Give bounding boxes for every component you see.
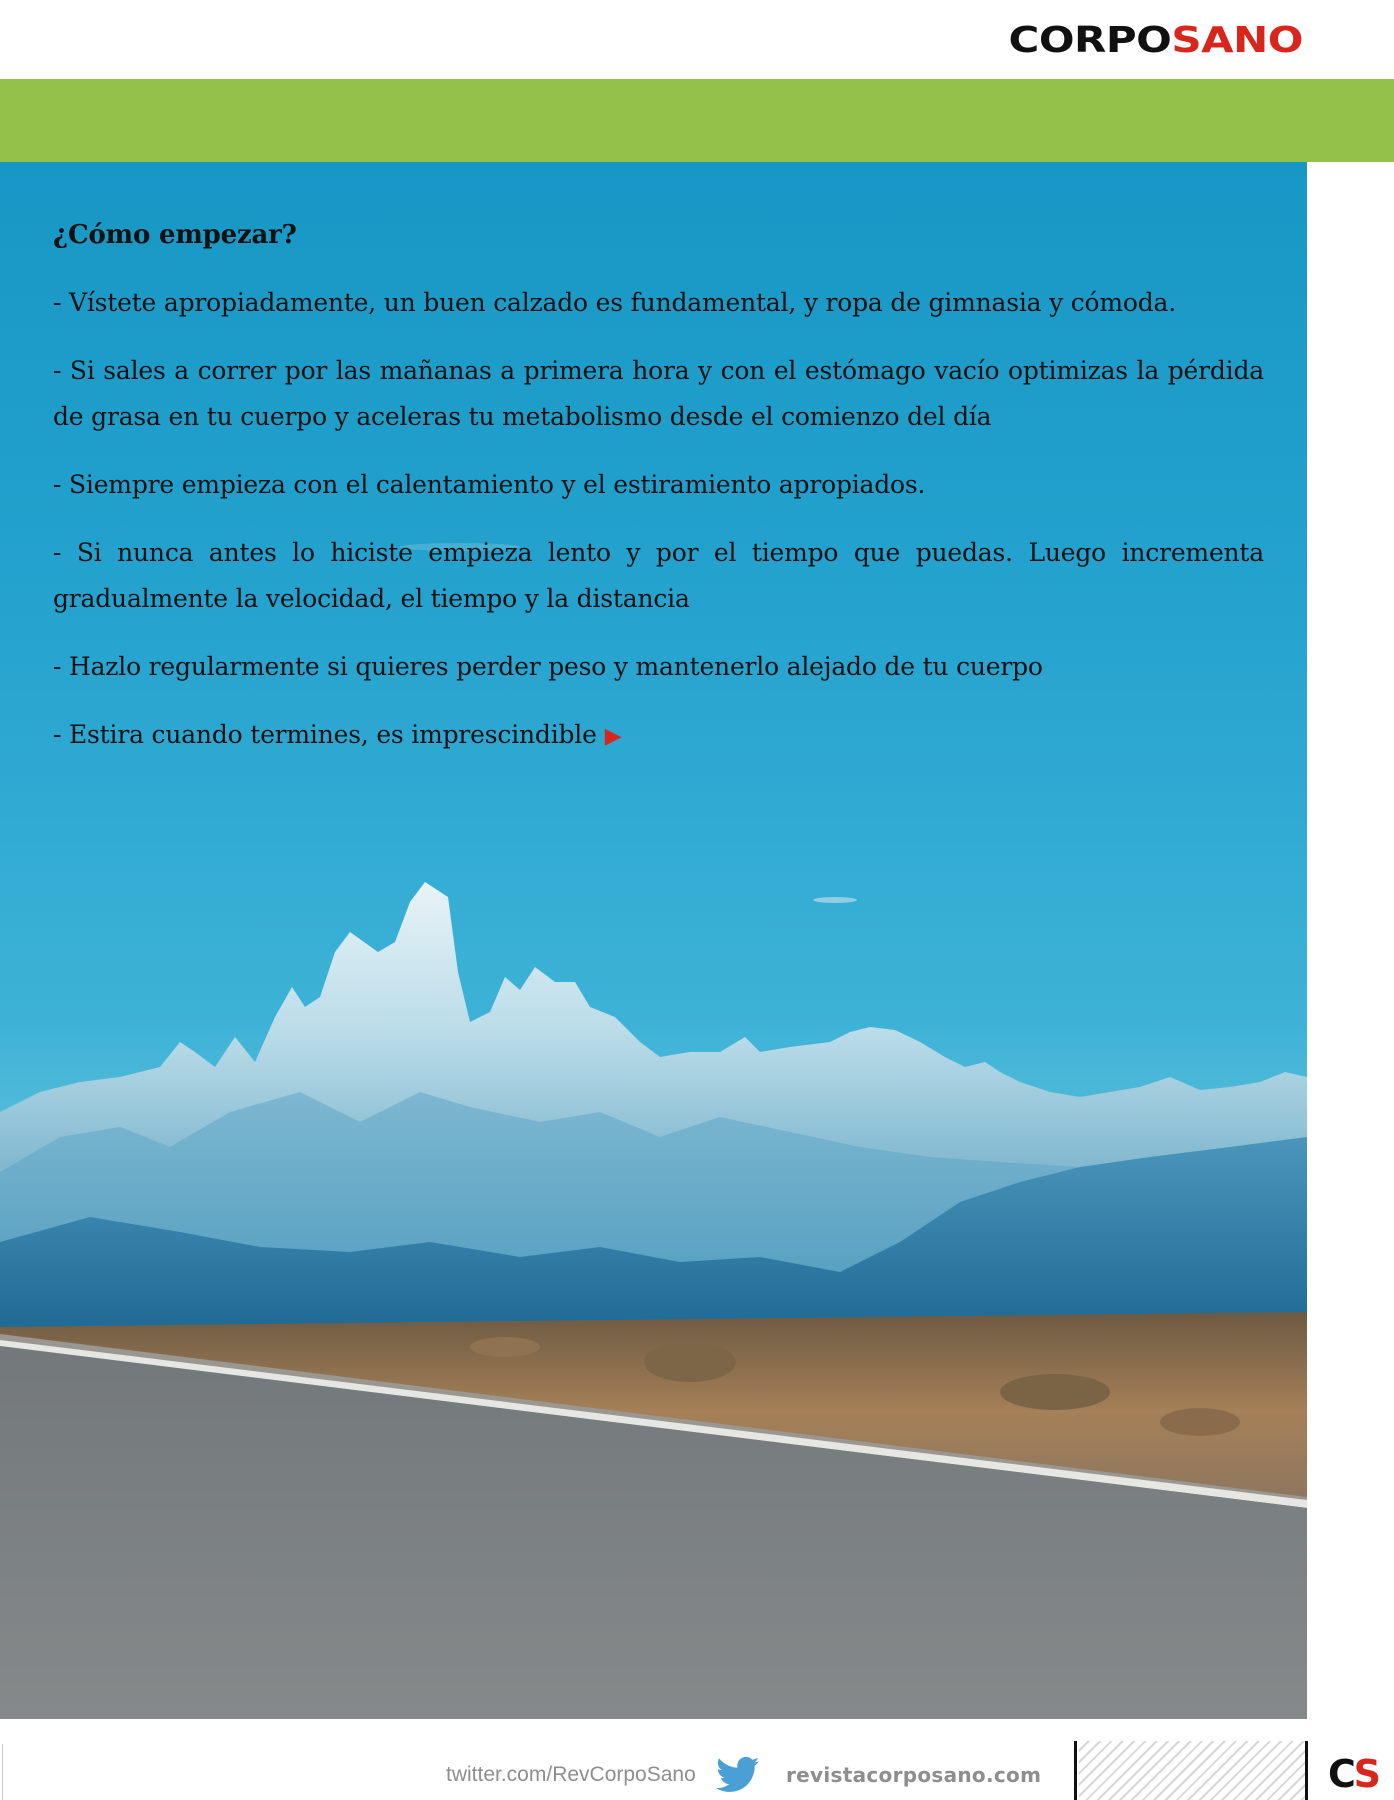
footer-divider [2,1744,3,1800]
logo-corpo: CORPO [1008,18,1172,61]
shrub [1160,1408,1240,1436]
cs-badge-s: S [1353,1752,1378,1796]
tip-paragraph-text: - Estira cuando termines, es imprescindible [53,720,597,749]
shrub [1000,1374,1110,1410]
tip-paragraph: - Siempre empieza con el calentamiento y el estiramiento apropiados. [53,470,926,499]
header-green-band [0,79,1394,162]
tip-paragraph: - Si sales a correr por las mañanas a primera hora y con el estómago vacío optimizas la pérdida de grasa en tu cuerpo y aceleras tu metabolismo desde el comienzo del día [53,356,1264,431]
footer-stripe-pattern [1079,1741,1305,1800]
cs-badge-logo [1328,1752,1378,1796]
cs-badge-c: C [1328,1752,1354,1796]
twitter-bird-icon [716,1755,760,1795]
tip-paragraph-last [53,712,1264,760]
corposano-logo [1008,18,1303,61]
tip-paragraph: - Vístete apropiadamente, un buen calzado es fundamental, y ropa de gimnasia y cómoda. [53,288,1177,317]
shrub [644,1342,736,1382]
page-footer [0,1719,1394,1800]
tip-paragraph: - Si nunca antes lo hiciste empieza lento y por el tiempo que puedas. Luego incrementa gradualmente la velocidad, el tiempo y la distancia [53,538,1264,613]
footer-separator [1305,1741,1308,1800]
twitter-handle-link[interactable]: twitter.com/RevCorpoSano [446,1763,696,1786]
shrub [470,1337,540,1357]
end-of-article-marker-icon: ▶ [604,724,622,749]
footer-separator [1074,1741,1077,1800]
website-link[interactable]: revistacorposano.com [786,1763,1042,1787]
tip-paragraph: - Hazlo regularmente si quieres perder peso y mantenerlo alejado de tu cuerpo [53,652,1043,681]
article-body [53,212,1264,782]
article-heading: ¿Cómo empezar? [53,220,297,250]
cloud [813,897,857,903]
logo-sano: SANO [1171,18,1303,61]
